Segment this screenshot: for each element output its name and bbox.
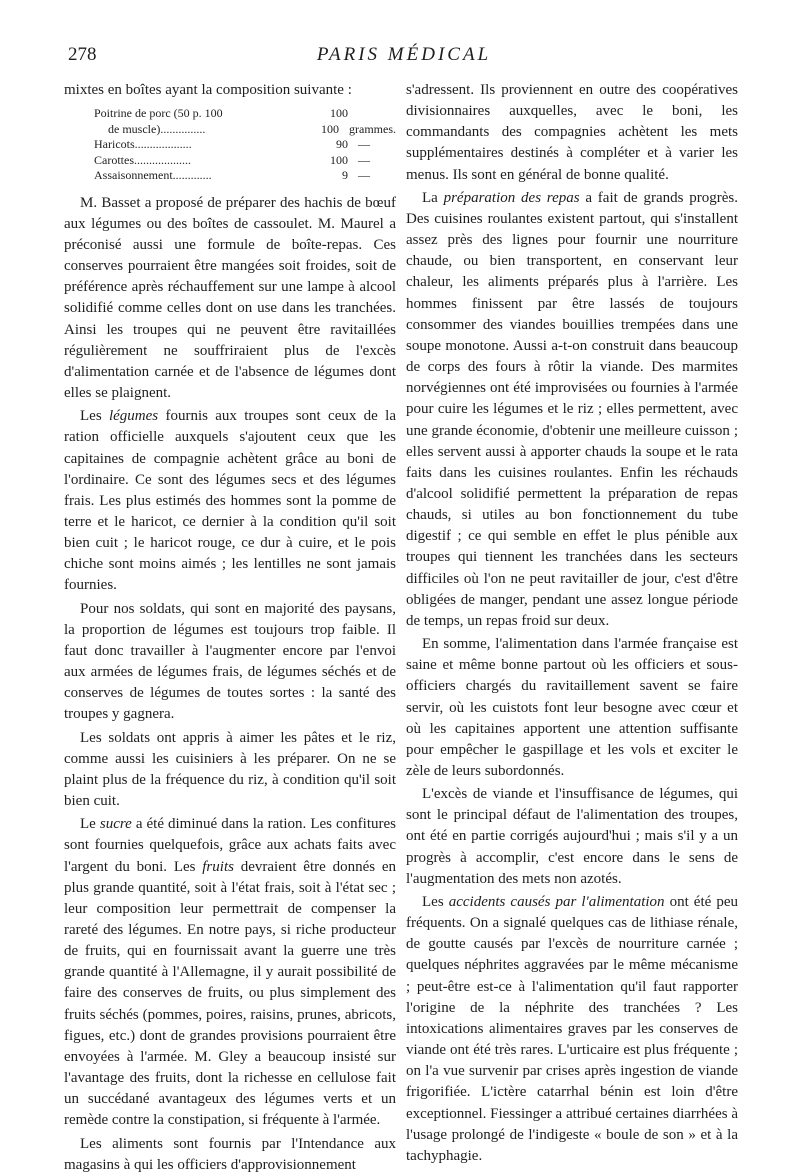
table-unit: — [358,152,370,167]
table-unit: grammes. [349,121,396,136]
page-number: 278 [68,44,97,65]
emphasis-legumes: légumes [108,408,159,425]
journal-title: PARIS MÉDICAL [316,44,492,65]
paragraph-somme: En somme, l'alimentation dans l'armée française est saine et même bonne partout où les officiers et sous-officiers chargés du ravitaillement savent se faire servir, où les cuistots font leur besogne avec cœur et où les capitaines apportent une attention suffisante pour empêcher le gaspillage et les vols et exciter le zèle de leurs subordonnés. [406,636,738,779]
emphasis-preparation: préparation des repas [443,189,580,206]
right-column [406,80,738,1167]
table-row [94,137,396,153]
table-row [94,106,396,122]
table-unit: — [358,168,370,183]
paragraph-legumes: Les légumes fournis aux troupes sont ceux de la ration officielle auxquels s'ajoutent ceux que les capitaines de compagnie achètent grâce au boni de l'ordinaire. Ce sont des légumes secs et des légumes frais. Les plus estimés des hommes sont la pomme de terre et le haricot, ce dernier à la condition qu'il soit bien cuit ; le haricot rouge, ce dur à cuire, et le pois chiche sont moins aimés ; les lentilles ne sont jamais fournies. [64,408,396,594]
left-column [64,80,396,1176]
table-row [94,122,396,138]
table-qty: 9 [342,168,348,183]
paragraph-sucre: Le sucre a été diminué dans la ration. Les confitures sont fournies quelquefois, grâce aux achats faits avec l'argent du boni. Les fruits devraient être donnés en plus grande quantité, soit à l'état frais, soit à l'état sec ; leur composition leur permettrait de compenser la rareté des légumes. En notre pays, si riche producteur de fruits, qui en fournissait avant la guerre une très grande quantité à l'Allemagne, il y aurait possibilité de faire des conserves de fruits, ou plus simplement des fruits séchés (pommes, poires, raisins, prunes, abricots, figues, etc.) dont de grandes provisions pourraient être envoyées à l'armée. M. Gley a beaucoup insisté sur l'avantage des fruits, dont la richesse en cellulose fait un succédané avantageux des légumes verts et un remède contre la constipation, si fréquente à l'armée. [64,816,396,1129]
paragraph-aliments: Les aliments sont fournis par l'Intendance aux magasins à qui les officiers d'approvisionnement [64,1135,396,1173]
paragraph-continued: s'adressent. Ils proviennent en outre des coopératives divisionnaires auxquelles, avec le boni, les commandants des compagnies achètent les mets supplémentaires destinés à compléter et à varier les menus. Ils sont en général de bonne qualité. [406,82,738,183]
table-qty: 100 [321,121,339,136]
emphasis-sucre: sucre [99,816,132,833]
paragraph-basset: M. Basset a proposé de préparer des hachis de bœuf aux légumes ou des boîtes de cassoulet. M. Maurel a préconisé aussi une formule de boîte-repas. Ces conserves pourraient être mangées soit froides, soit de préférence après réchauffement sur une lampe à alcool solidifié comme celles dont on use dans les tranchées. Ainsi les troupes qui ne peuvent être ravitaillées régulièrement ne souffriraient plus de l'excès d'alimentation carnée et de l'absence de légumes dont elles se plaignent. [64,194,396,402]
table-row [94,153,396,169]
table-label: Carottes................... [94,152,191,167]
table-row [94,168,396,184]
paragraph-accidents: Les accidents causés par l'alimentation ont été peu fréquents. On a signalé quelques cas de lithiase rénale, de goutte causés par l'excès de nourriture carnée ; quelques néphrites aggravées par le même mécanisme ; peut-être est-ce à l'alimentation qu'il faut rapporter l'origine de la néphrite des tranchées ? Les intoxications alimentaires graves par les conserves de viande ont été très rares. L'urticaire est plus fréquente ; on l'a vue survenir par crises après ingestion de viande frigorifiée. L'ictère catarrhal bénin est loin d'être exceptionnel. Fiessinger a attribué certaines diarrhées à l'usage prolongé de l'indigeste « boule de son » et à la tachyphagie. [406,893,738,1164]
table-label: de muscle)............... [108,121,206,136]
paragraph-preparation: La préparation des repas a fait de grands progrès. Des cuisines roulantes existent partout, qui s'installent assez près des lignes pour fournir une nourriture chaude, ou bien transportent, en conservant leur chaleur, les aliments préparés plus à l'arrière. Les hommes finissent par être lassés de toujours consommer des viandes bouillies trempées dans une soupe monotone. Aussi a-t-on construit dans beaucoup de corps des fours à rôtir la viande. Des marmites norvégiennes ont été improvisées ou fournies à l'armée pour cuire les légumes et le riz ; elles permettent, avec une grande économie, d'obtenir une meilleure cuisson ; elles servent aussi à apporter chauds la soupe et le rata faits dans les cuisines roulantes. Enfin les réchauds d'alcool solidifié permettent la préparation de repas chauds, si utiles au bon fonctionnement du tube digestif ; ce qui semble en effet le plus pénible aux troupes qui tiennent les tranchées dans les secteurs difficiles où l'on ne peut ravitailler de jour, c'est d'être obligées de manger, pendant une assez longue période de temps, un repas froid sur deux. [406,189,738,629]
emphasis-fruits: fruits [202,858,234,875]
paragraph-exces: L'excès de viande et l'insuffisance de légumes, qui sont le principal défaut de l'alimentation des troupes, ont été en partie corrigés aujourd'hui ; mais s'il y a un progrès à accomplir, c'est encore dans le sens de l'augmentation des mets non azotés. [406,786,738,887]
table-unit [348,106,358,122]
table-qty: 100 [330,106,348,121]
paragraph-pates: Les soldats ont appris à aimer les pâtes et le riz, comme aussi les cuisiniers à les préparer. On ne se plaint plus de la fréquence du riz, à condition qu'il soit bien cuit. [64,729,396,810]
table-label: Poitrine de porc (50 p. 100 [94,106,223,121]
paragraph-soldats: Pour nos soldats, qui sont en majorité des paysans, la proportion de légumes est toujours trop faible. Il faut donc travailler à l'augmenter encore par l'envoi aux armées de légumes frais, de légumes séchés et de conserves de légumes de toutes sortes : la santé des troupes y gagnera. [64,600,396,723]
table-qty: 100 [330,152,348,167]
table-label: Haricots................... [94,137,192,152]
intro-paragraph: mixtes en boîtes ayant la composition suivante : [64,82,352,98]
table-qty: 90 [336,137,348,152]
table-label: Assaisonnement............. [94,168,212,183]
composition-table [94,106,396,184]
table-unit: — [358,137,370,152]
page-header [68,44,740,74]
emphasis-accidents: accidents causés par l'alimentation [448,893,665,910]
